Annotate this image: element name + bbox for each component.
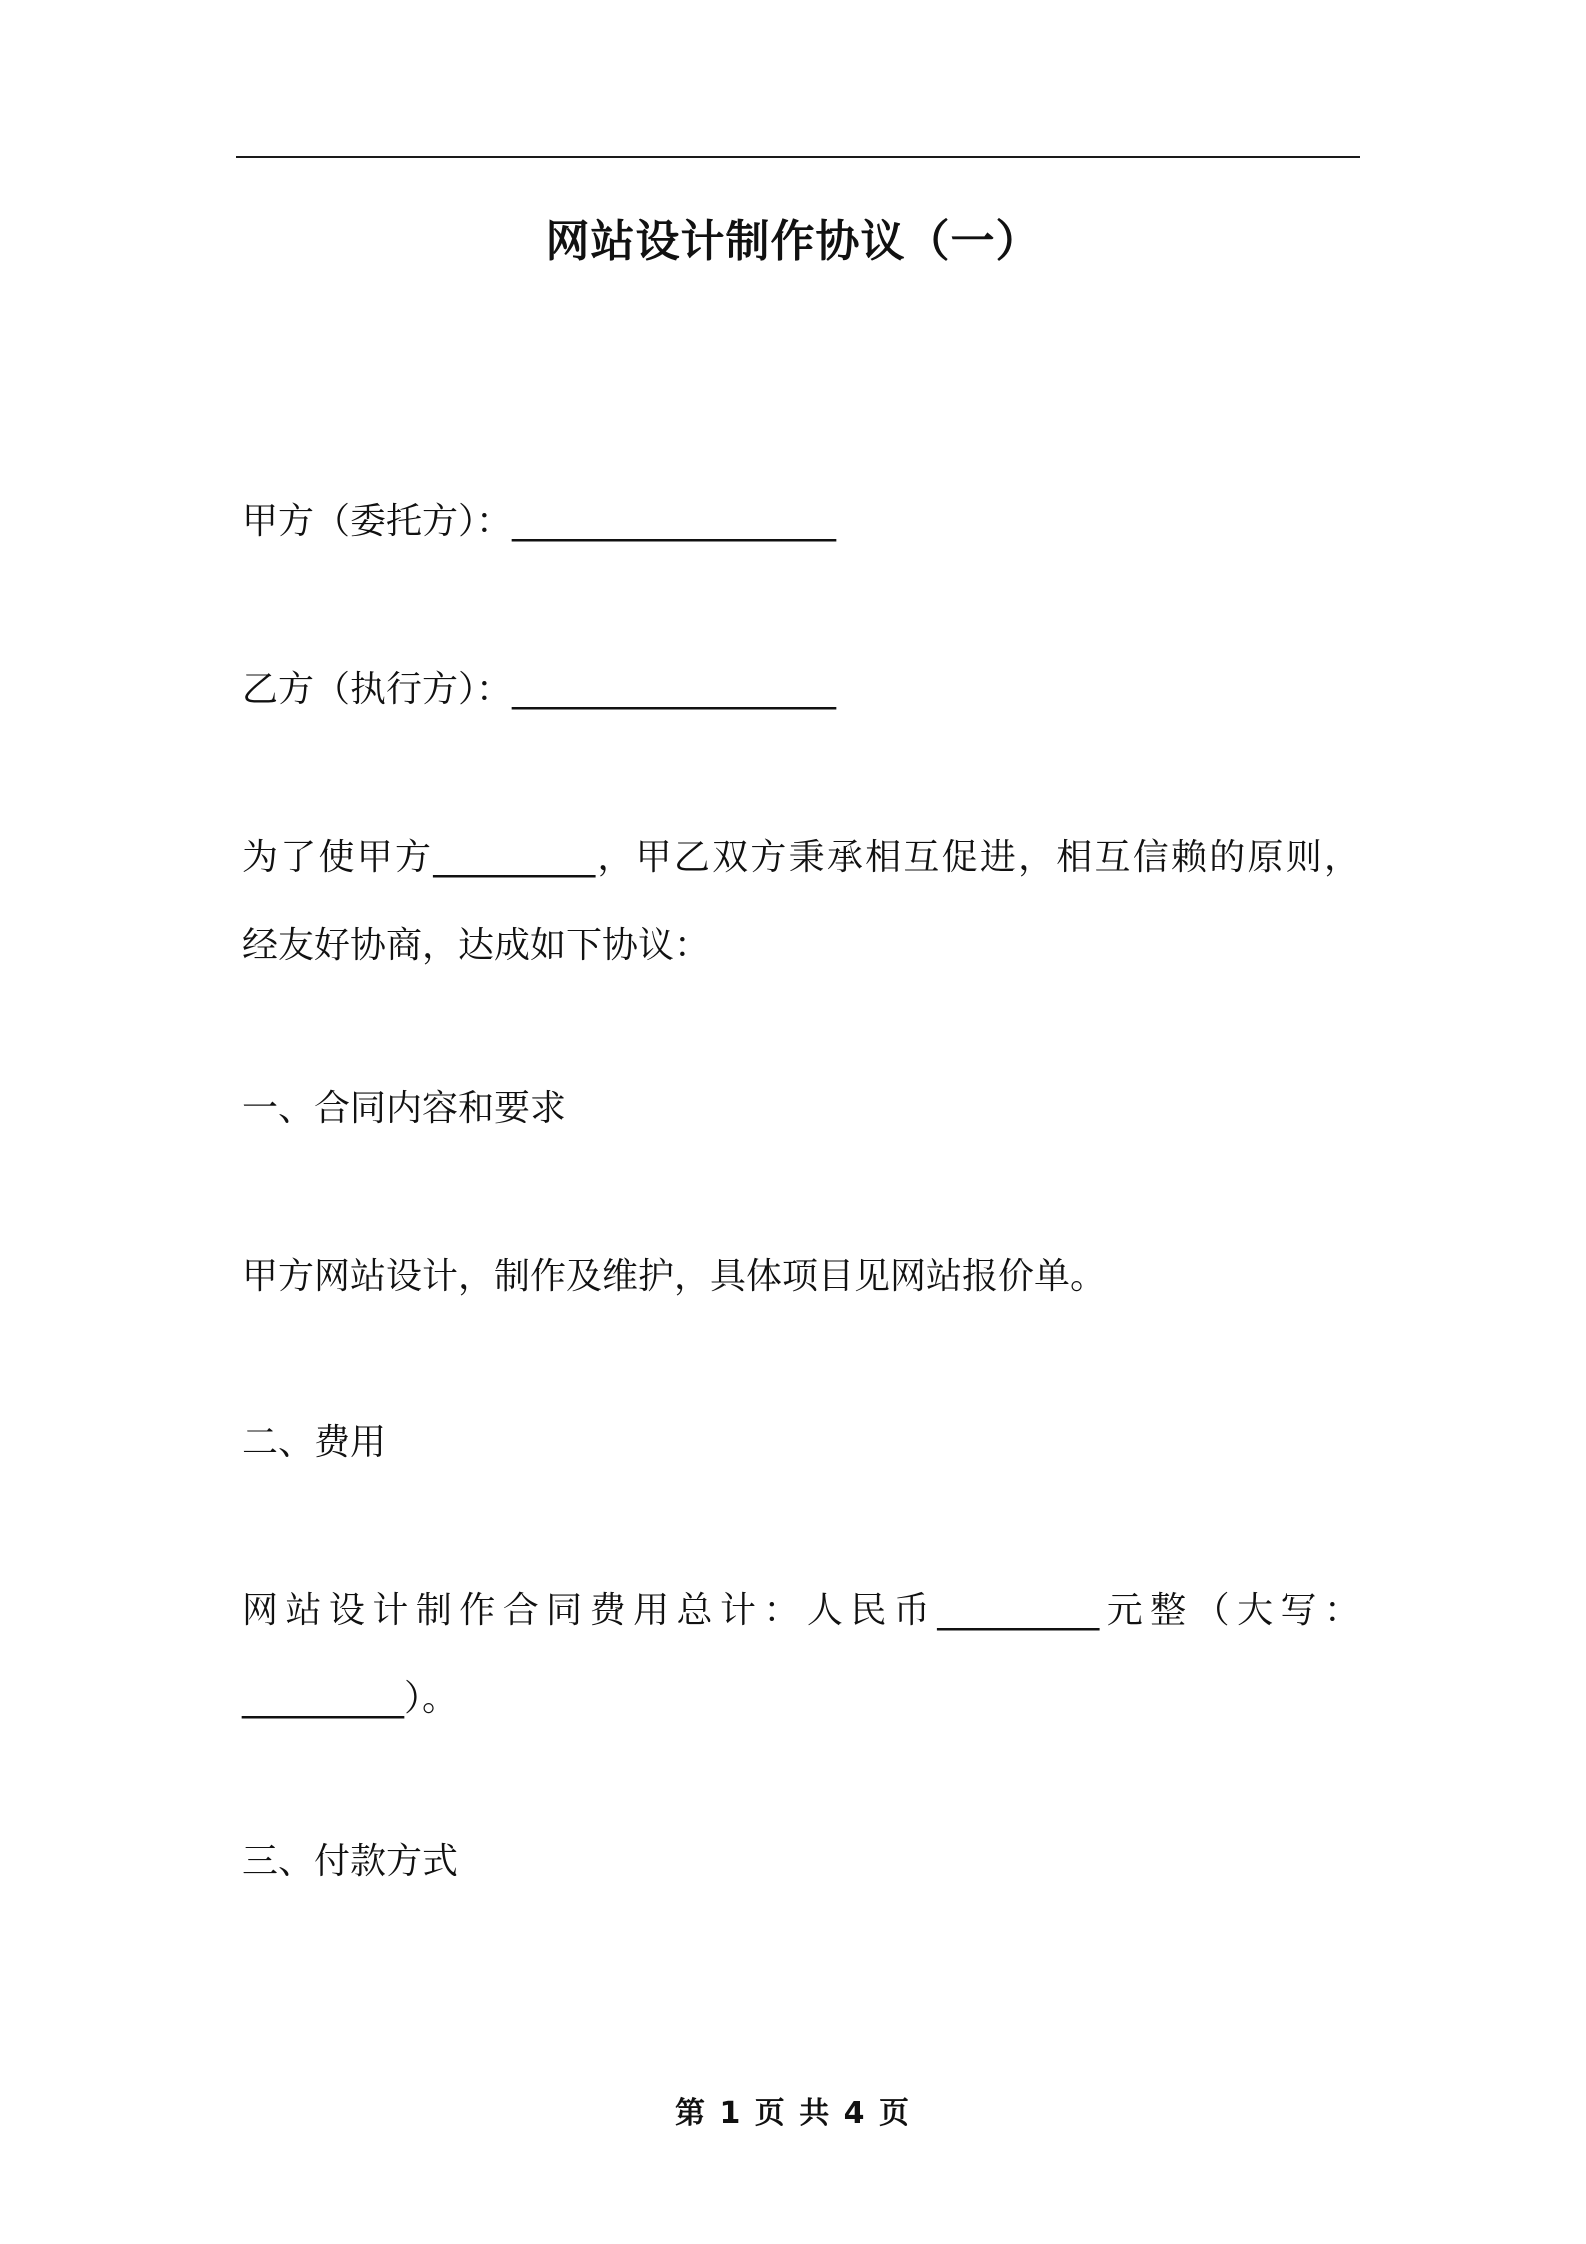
section-2-body-line-2: _________）。 bbox=[242, 1678, 459, 1719]
intro-paragraph-line-1: 为了使甲方_________，甲乙双方秉承相互促进，相互信赖的原则， bbox=[242, 837, 1360, 878]
header-rule bbox=[236, 156, 1360, 158]
page-number-footer: 第 1 页 共 4 页 bbox=[675, 2096, 911, 2131]
section-1-body: 甲方网站设计，制作及维护，具体项目见网站报价单。 bbox=[242, 1256, 1107, 1297]
intro-paragraph-line-2: 经友好协商，达成如下协议： bbox=[242, 925, 711, 966]
document-title: 网站设计制作协议（一） bbox=[545, 216, 1041, 267]
section-2-heading: 二、费用 bbox=[242, 1422, 387, 1463]
section-3-heading: 三、付款方式 bbox=[242, 1841, 459, 1882]
party-a-line: 甲方（委托方）：__________________ bbox=[242, 501, 837, 542]
party-b-line: 乙方（执行方）：__________________ bbox=[242, 669, 837, 710]
section-2-body-line-1: 网站设计制作合同费用总计：人民币_________元整（大写： bbox=[242, 1590, 1360, 1631]
section-1-heading: 一、合同内容和要求 bbox=[242, 1088, 567, 1129]
